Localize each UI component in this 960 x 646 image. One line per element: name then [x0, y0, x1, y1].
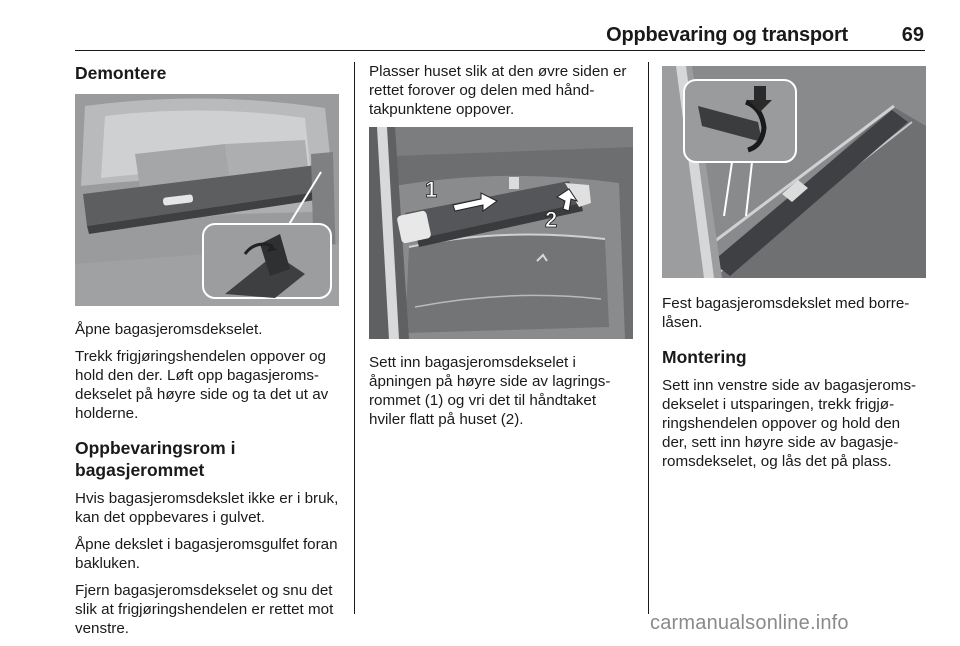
- column-divider-2: [648, 62, 649, 614]
- para-open-cover: Åpne bagasjeromsdekselet.: [75, 321, 263, 338]
- para-fasten-velcro: Fest bagasjeromsdekslet med borre-låsen.: [662, 295, 910, 331]
- watermark-text: carmanualsonline.info: [650, 612, 849, 634]
- column-3: [662, 62, 928, 479]
- header-divider: [75, 50, 925, 51]
- section-title: Oppbevaring og transport: [606, 24, 848, 46]
- figure-remove-cover: [75, 94, 339, 306]
- figure-label-2: 2: [545, 207, 558, 232]
- column-1: [75, 62, 341, 646]
- column-2: [369, 62, 635, 437]
- para-pull-release: Trekk frigjøringshendelen oppover og hold den der. Løft opp bagasjeroms-dekselet på høyre side og ta det ut av holderne.: [75, 348, 329, 422]
- figure-fasten-cover: [662, 66, 926, 278]
- para-install-cover: Sett inn venstre side av bagasjeroms-dekselet i utsparingen, trekk frigjø-ringshendelen oppover og hold den der, sett inn høyre side av bagasje-romsdekselet, og lås det på plass.: [662, 377, 917, 470]
- heading-montering: Montering: [662, 347, 747, 367]
- column-divider-1: [354, 62, 355, 614]
- para-open-floor-cover: Åpne dekslet i bagasjeromsgulfet foran bakluken.: [75, 536, 338, 572]
- heading-storage-compartment: Oppbevaringsrom i bagasjerommet: [75, 438, 236, 480]
- para-insert-cover: Sett inn bagasjeromsdekselet i åpningen på høyre side av lagrings-rommet (1) og vri det til håndtaket hviler flatt på huset (2).: [369, 354, 611, 428]
- figure-remove-cover-illustration: [75, 94, 339, 306]
- figure-label-1: 1: [425, 177, 438, 202]
- page-number: 69: [901, 24, 924, 46]
- para-remove-and-turn: Fjern bagasjeromsdekselet og snu det slik at frigjøringshendelen er rettet mot venstre.: [75, 582, 334, 637]
- figure-insert-cover-illustration: [369, 127, 633, 339]
- figure-insert-cover: [369, 127, 633, 339]
- heading-demontere: Demontere: [75, 63, 167, 83]
- figure-fasten-cover-illustration: [662, 66, 926, 278]
- para-position-housing: Plasser huset slik at den øvre siden er rettet forover og delen med hånd-takpunktene oppover.: [369, 63, 627, 118]
- para-storage-floor: Hvis bagasjeromsdekslet ikke er i bruk, kan det oppbevares i gulvet.: [75, 490, 339, 526]
